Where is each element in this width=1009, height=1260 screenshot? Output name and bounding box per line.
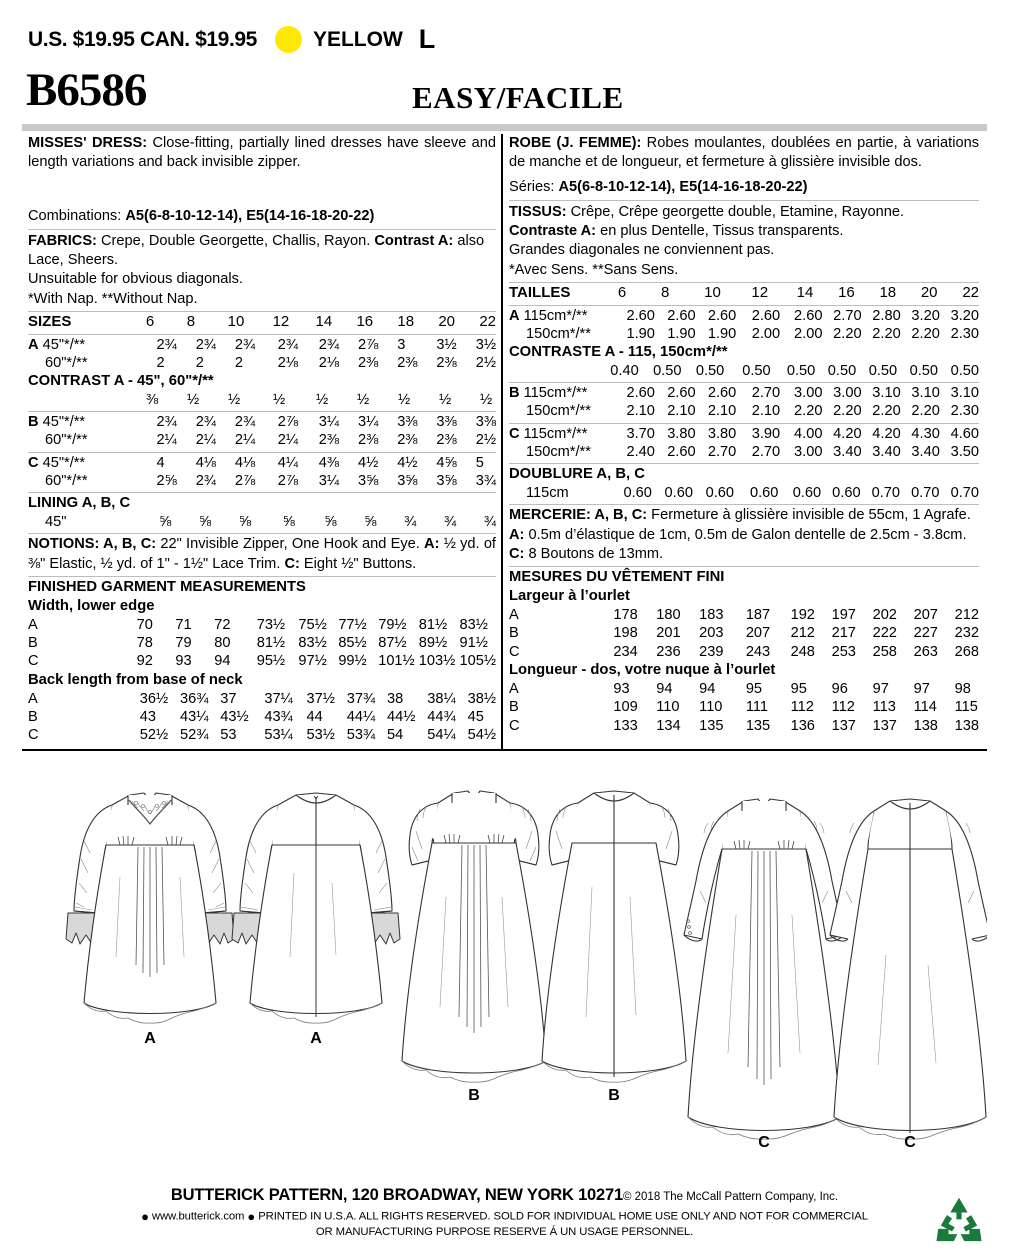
divider	[509, 305, 979, 306]
table-row: B 198 201 203 207 212 217 222 227 232	[509, 625, 979, 642]
table-row: B 109 110 110 111 112 112 113 114 115	[509, 699, 978, 716]
table-row: 0.40 0.50 0.50 0.50 0.50 0.50 0.50 0.50 0.50	[610, 362, 979, 379]
header-divider	[22, 124, 987, 131]
view-label: A	[509, 607, 519, 624]
table-row: B 78 79 80 81½ 83½ 85½ 87½ 89½ 91½	[28, 635, 488, 652]
view-label: B	[28, 635, 38, 652]
divider	[28, 533, 496, 534]
line-drawings	[22, 775, 987, 1180]
size-col-0: 6	[617, 283, 627, 301]
figure-label-a-back: A	[310, 1030, 322, 1047]
figure-a-back	[232, 793, 400, 1023]
table-row: ⅜ ½ ½ ½ ½ ½ ½ ½ ½	[146, 391, 493, 408]
english-combinations-label: Combinations:	[28, 207, 126, 224]
footer-legal-line-2: OR MANUFACTURING PURPOSE RESERVE Á UN USAGE PERSONNEL.	[315, 1226, 694, 1238]
size-col-1: 8	[660, 283, 670, 301]
footer-copyright: © 2018 The McCall Pattern Company, Inc.	[622, 1191, 839, 1203]
english-notions-label: NOTIONS:	[28, 536, 100, 553]
size-col-1: 8	[186, 312, 196, 330]
table-row: A 178 180 183 187 192 197 202 207 212	[509, 607, 979, 624]
view-label: B	[28, 414, 39, 431]
english-column	[22, 134, 503, 749]
french-fabrics-text: Crêpe, Crêpe georgette double, Etamine, Rayonne.	[566, 203, 905, 220]
size-col-2: 10	[227, 312, 245, 330]
english-fgm-heading: FINISHED GARMENT MEASUREMENTS	[28, 578, 306, 595]
table-row: 60"*/** 2¼ 2¼ 2¼ 2¼ 2⅜ 2⅜ 2⅜ 2⅜ 2½	[45, 432, 496, 449]
figure-label-a-front: A	[144, 1030, 156, 1047]
footer	[0, 1186, 1009, 1238]
size-col-5: 16	[356, 312, 374, 330]
table-row: C 115cm*/** 3.70 3.80 3.80 3.90 4.00 4.20 4.20 4.30 4.60	[509, 425, 979, 442]
fabric-width: 115cm*/**	[523, 385, 588, 402]
bullet-icon: ●	[141, 1209, 149, 1224]
french-lining-table	[509, 484, 979, 502]
french-lining-heading: DOUBLURE A, B, C	[509, 466, 645, 483]
figure-a-front	[66, 793, 234, 1023]
footer-website[interactable]: www.butterick.com	[151, 1210, 245, 1223]
french-yardage-b	[509, 384, 979, 420]
size-col-3: 12	[751, 283, 769, 301]
english-nap: *With Nap. **Without Nap.	[28, 290, 198, 307]
line-drawings-svg	[22, 775, 987, 1180]
price-bar	[28, 23, 436, 54]
table-row	[509, 284, 979, 303]
english-yardage-table	[28, 313, 496, 332]
table-row: 115cm 0.60 0.60 0.60 0.60 0.60 0.60 0.70 0.70 0.70	[526, 485, 979, 502]
english-fabrics-text: Crepe, Double Georgette, Challis, Rayon.	[96, 232, 375, 249]
table-row: C 92 93 94 95½ 97½ 99½ 101½ 103½ 105½	[28, 653, 496, 670]
divider	[28, 334, 496, 335]
divider	[509, 423, 979, 424]
fabric-width: 150cm*/**	[526, 443, 591, 460]
spec-body	[22, 134, 987, 751]
size-col-8: 22	[479, 312, 496, 330]
view-label: C	[28, 653, 39, 670]
table-row: 45" ⅝ ⅝ ⅝ ⅝ ⅝ ⅝ ¾ ¾ ¾	[45, 514, 496, 531]
view-label: C	[509, 425, 520, 442]
french-sizes-header: TAILLES	[509, 283, 571, 301]
figure-label-b-back: B	[608, 1087, 620, 1104]
table-row: B 45"*/** 2¾ 2¾ 2¾ 2⅞ 3¼ 3¼ 3⅜ 3⅜ 3⅜	[28, 414, 496, 431]
divider	[28, 576, 496, 577]
table-row: A 93 94 94 95 95 96 97 97 98	[509, 681, 971, 698]
french-contrast-label: Contraste A:	[509, 223, 597, 239]
fabric-width: 150cm*/**	[526, 403, 591, 420]
size-col-5: 16	[838, 283, 855, 301]
figure-b-front	[402, 791, 546, 1082]
table-row: B 43 43¼ 43½ 43¾ 44 44¼ 44½ 44¾ 45	[28, 709, 484, 726]
figure-label-b-front: B	[468, 1087, 480, 1104]
bullet-icon: ●	[247, 1209, 256, 1224]
table-row: C 234 236 239 243 248 253 258 263 268	[509, 643, 979, 660]
english-lining-heading: LINING A, B, C	[28, 495, 131, 512]
table-row: 60"*/** 2 2 2 2⅛ 2⅛ 2⅜ 2⅜ 2⅜ 2½	[45, 354, 496, 371]
english-contrast-text: also Lace, Sheers.	[28, 232, 485, 268]
divider	[509, 200, 979, 201]
french-fgm-heading: MESURES DU VÊTEMENT FINI	[509, 569, 725, 585]
view-label: A	[28, 616, 38, 633]
table-row: B 115cm*/** 2.60 2.60 2.60 2.70 3.00 3.00 3.10 3.10 3.10	[509, 385, 979, 402]
fabric-width: 45"*/**	[42, 336, 86, 353]
divider	[509, 382, 979, 383]
footer-legal-text: PRINTED IN U.S.A. ALL RIGHTS RESERVED. SOLD FOR INDIVIDUAL HOME USE ONLY AND NOT FOR COMMERCIAL	[258, 1210, 868, 1223]
page-title: B6586	[26, 64, 147, 116]
size-col-4: 14	[796, 283, 814, 301]
french-combinations	[509, 178, 979, 197]
english-notions: NOTIONS: A, B, C: 22" Invisible Zipper, One Hook and Eye. A: ½ yd. of ⅜" Elastic, ½ yd. of 1" - 1½" Lace Trim. C: Eight ½" Buttons.	[28, 536, 496, 572]
french-description-text: Robes moulantes, doublées en partie, à variations de manche et de longueur, et fermeture à glissière invisible dos.	[509, 135, 979, 171]
english-backlength-table	[28, 690, 496, 745]
table-row: 60"*/** 2⅝ 2¾ 2⅞ 2⅞ 3¼ 3⅝ 3⅝ 3⅝ 3¾	[45, 472, 496, 489]
table-row: A 70 71 72 73½ 75½ 77½ 79½ 81½ 83½	[28, 616, 488, 633]
size-mark-label: L	[418, 23, 436, 54]
english-yardage-b	[28, 413, 496, 449]
size-col-6: 18	[397, 312, 415, 330]
fabric-width: 45"*/**	[42, 414, 86, 431]
english-lining-table	[28, 513, 496, 531]
size-col-4: 14	[315, 312, 333, 330]
fabric-width: 60"*/**	[45, 432, 88, 449]
table-row: C 45"*/** 4 4⅛ 4⅛ 4¼ 4⅜ 4½ 4½ 4⅝ 5	[28, 454, 484, 471]
french-backlength-heading: Longueur - dos, votre nuque à l’ourlet	[509, 661, 776, 678]
french-combinations-label: Séries:	[509, 178, 559, 195]
english-description-title: MISSES' DRESS:	[28, 135, 148, 151]
view-label: C	[28, 727, 39, 744]
english-width-table	[28, 616, 496, 671]
english-sizes-header: SIZES	[28, 312, 72, 330]
english-fabrics-label: FABRICS:	[28, 232, 97, 249]
divider	[28, 492, 496, 493]
french-yardage-c	[509, 425, 979, 461]
size-col-8: 22	[962, 283, 979, 301]
table-row: A 36½ 36¾ 37 37¼ 37½ 37¾ 38 38¼ 38½	[28, 690, 496, 707]
size-col-6: 18	[879, 283, 897, 301]
table-row	[28, 313, 496, 332]
view-label: C	[509, 643, 520, 660]
fabric-width: 45"*/**	[42, 454, 86, 471]
table-row: 150cm*/** 2.10 2.10 2.10 2.10 2.20 2.20 2.20 2.20 2.30	[526, 403, 979, 420]
divider	[509, 566, 979, 567]
table-row: A 115cm*/** 2.60 2.60 2.60 2.60 2.60 2.70 2.80 3.20 3.20	[509, 307, 979, 324]
view-label: A	[509, 307, 520, 324]
french-backlength-table	[509, 680, 979, 735]
english-combinations-value: A5(6-8-10-12-14), E5(14-16-18-20-22)	[125, 207, 375, 224]
english-yardage-c	[28, 454, 496, 490]
french-width-heading: Largeur à l’ourlet	[509, 587, 630, 604]
recycle-icon	[931, 1196, 987, 1248]
french-fabrics-label: TISSUS:	[509, 203, 567, 220]
french-unsuitable: Grandes diagonales ne conviennent pas.	[509, 242, 775, 259]
price-label: U.S. $19.95 CAN. $19.95	[28, 27, 257, 51]
divider	[509, 504, 979, 505]
divider	[28, 452, 496, 453]
english-unsuitable: Unsuitable for obvious diagonals.	[28, 271, 243, 288]
french-contrast-table	[509, 362, 979, 380]
figure-c-back	[830, 799, 987, 1139]
view-label: C	[28, 454, 39, 471]
english-backlength-heading: Back length from base of neck	[28, 671, 243, 688]
english-contrast-table	[28, 391, 496, 409]
french-yardage-a	[509, 307, 979, 343]
fabric-width: 115cm	[526, 485, 569, 502]
table-row: C 133 134 135 135 136 137 137 138 138	[509, 717, 979, 734]
view-label: A	[28, 690, 38, 707]
fabric-width: 45"	[45, 514, 67, 531]
french-description-title: ROBE (J. FEMME):	[509, 135, 642, 151]
footer-legal-line-1	[0, 1209, 1009, 1224]
size-col-7: 20	[438, 312, 456, 330]
view-label: C	[509, 717, 520, 734]
french-contrast-text: en plus Dentelle, Tissus transparents.	[596, 223, 844, 239]
fabric-width: 60"*/**	[45, 354, 88, 371]
french-width-table	[509, 606, 979, 661]
table-row: 150cm*/** 1.90 1.90 1.90 2.00 2.00 2.20 2.20 2.20 2.30	[526, 325, 979, 342]
english-contrast-heading: CONTRAST A - 45", 60"*/**	[28, 372, 214, 389]
color-name-label: YELLOW	[312, 27, 403, 51]
table-row: C 52½ 52¾ 53 53¼ 53½ 53¾ 54 54¼ 54½	[28, 727, 496, 744]
french-contrast	[509, 222, 979, 241]
fabric-width: 60"*/**	[45, 472, 88, 489]
view-label: B	[28, 709, 38, 726]
size-col-3: 12	[272, 312, 290, 330]
french-notions: MERCERIE: A, B, C: Fermeture à glissière invisible de 55cm, 1 Agrafe. A: 0.5m d’élastique de 1cm, 0.5m de Galon dentelle de 2.5cm - 3.8cm. C: 8 Boutons de 13mm.	[509, 507, 971, 562]
english-description	[28, 134, 496, 173]
figure-label-c-back: C	[904, 1134, 916, 1151]
french-description	[509, 134, 979, 173]
figure-label-c-front: C	[758, 1134, 770, 1151]
fabric-width: 115cm*/**	[523, 425, 588, 442]
size-col-0: 6	[145, 312, 155, 330]
difficulty-label: EASY/FACILE	[412, 80, 624, 115]
french-notions-label: MERCERIE:	[509, 507, 591, 524]
table-row: A 45"*/** 2¾ 2¾ 2¾ 2¾ 2¾ 2⅞ 3 3½ 3½	[28, 336, 496, 353]
english-fabrics	[28, 232, 496, 271]
french-yardage-table	[509, 284, 979, 303]
view-label: B	[509, 385, 520, 402]
view-label: B	[509, 625, 519, 642]
english-yardage-a	[28, 336, 496, 372]
english-width-heading: Width, lower edge	[28, 597, 155, 614]
divider	[28, 229, 496, 230]
english-contrast-label: Contrast A:	[374, 232, 454, 249]
divider	[28, 311, 496, 312]
footer-address: BUTTERICK PATTERN, 120 BROADWAY, NEW YORK 10271	[170, 1186, 623, 1204]
divider	[509, 463, 979, 464]
figure-b-back	[542, 791, 686, 1082]
french-combinations-value: A5(6-8-10-12-14), E5(14-16-18-20-22)	[558, 178, 808, 195]
size-col-7: 20	[920, 283, 938, 301]
table-row: 150cm*/** 2.40 2.60 2.70 2.70 3.00 3.40 3.40 3.40 3.50	[526, 443, 979, 460]
french-nap: *Avec Sens. **Sans Sens.	[509, 261, 679, 278]
fabric-width: 115cm*/**	[523, 307, 588, 324]
figure-c-front	[684, 799, 844, 1139]
size-col-2: 10	[704, 283, 721, 301]
view-label: A	[28, 336, 39, 353]
view-label: B	[509, 699, 519, 716]
divider	[28, 411, 496, 412]
english-combinations	[28, 207, 496, 226]
footer-company-line	[0, 1186, 1009, 1205]
fabric-width: 150cm*/**	[526, 325, 591, 342]
divider	[509, 282, 979, 283]
french-fabrics	[509, 203, 979, 222]
color-swatch-icon	[275, 26, 302, 53]
french-contrast-heading: CONTRASTE A - 115, 150cm*/**	[509, 343, 728, 360]
english-description-text: Close-fitting, partially lined dresses have sleeve and length variations and back invisible zipper.	[28, 135, 497, 171]
french-column	[503, 134, 984, 749]
view-label: A	[509, 681, 519, 698]
